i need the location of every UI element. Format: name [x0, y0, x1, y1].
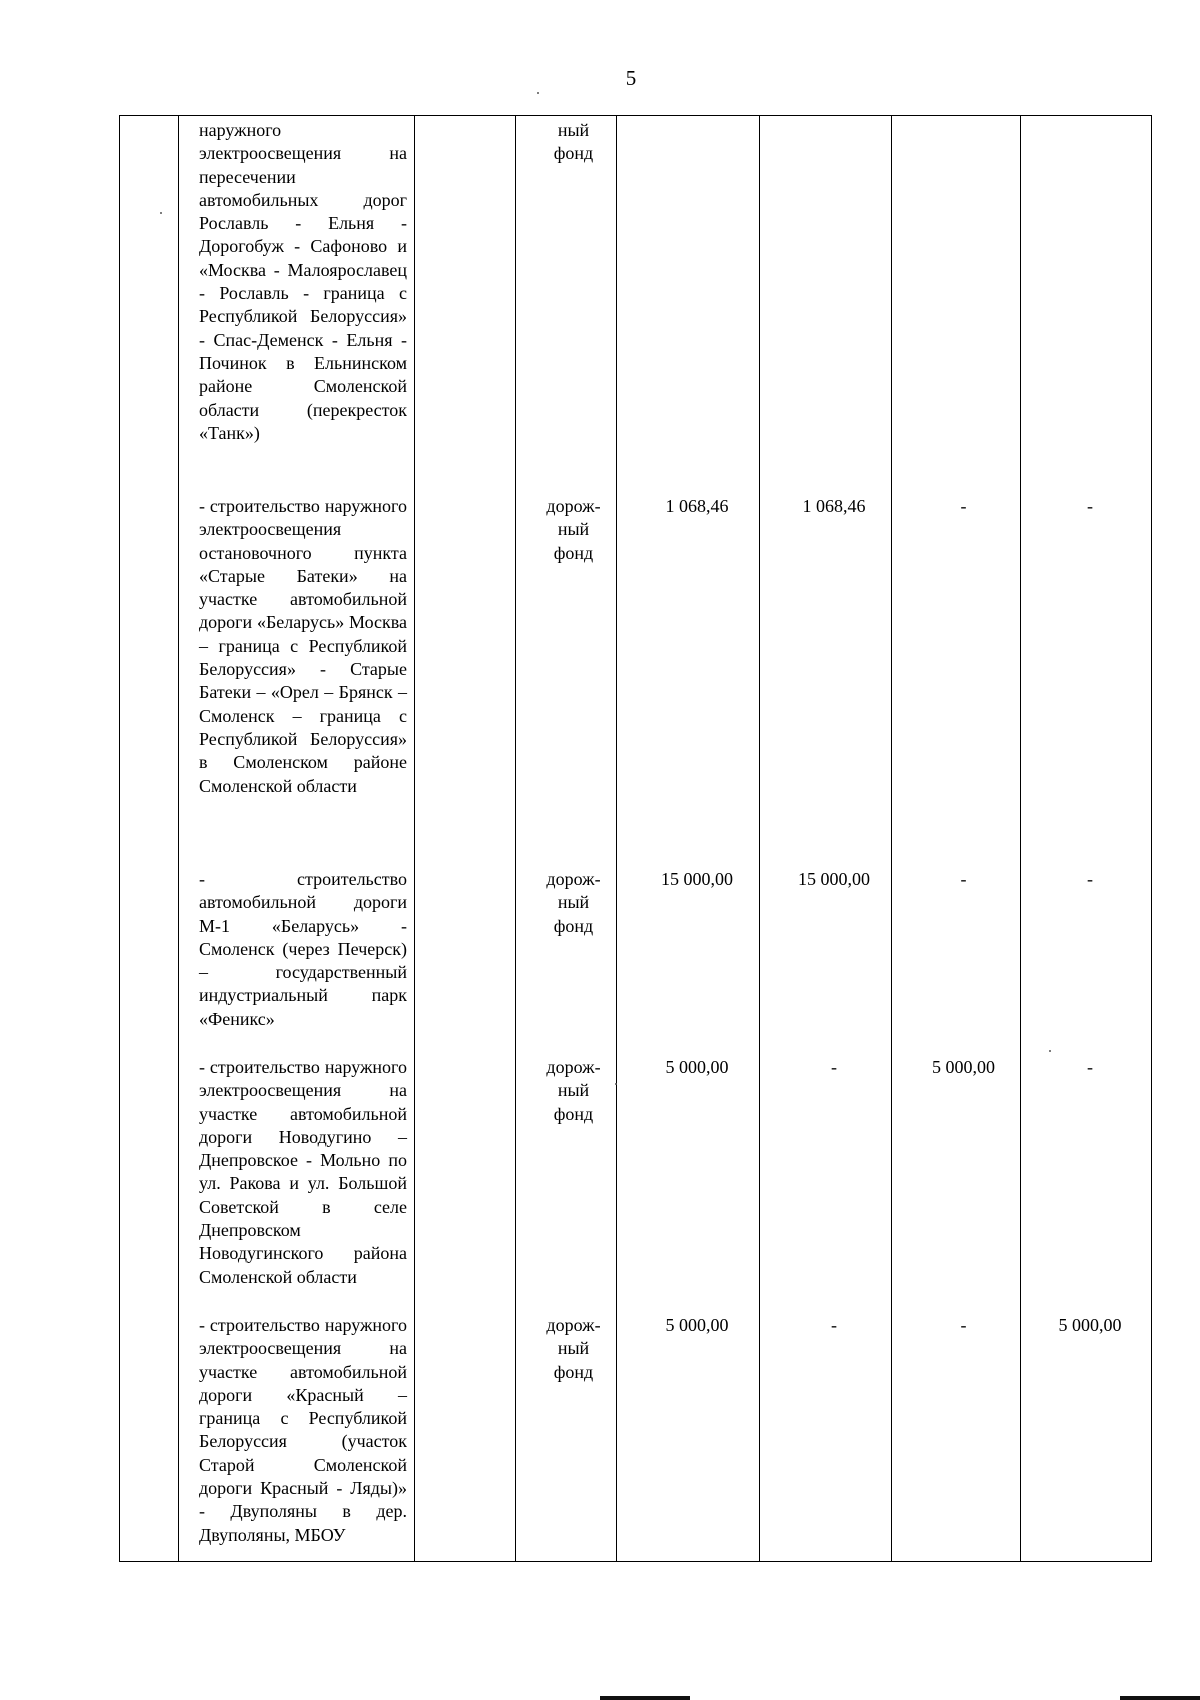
scan-bar — [600, 1696, 690, 1700]
row-description: - строительство наружного электроосвещения на участке автомобильной дороги Новодугино – Днепровское - Мольно по ул. Ракова и ул. Большой Советской в селе Днепровском Новодугинского района Смоленской области — [199, 1057, 407, 1287]
year1-value: - — [831, 1057, 837, 1077]
total-value: 1 068,46 — [665, 496, 729, 516]
funding-source: дорож- ный фонд — [546, 869, 601, 936]
scan-speck — [1049, 1050, 1051, 1052]
total-value: 5 000,00 — [665, 1057, 729, 1077]
year1-value: 1 068,46 — [802, 496, 866, 516]
year3-value: - — [1087, 869, 1093, 889]
year1-value: 15 000,00 — [798, 869, 870, 889]
row-description: наружного электроосвещения на пересечении автомобильных дорог Рославль - Ельня - Дорогобуж - Сафоново и «Москва - Малоярославец - Рославль - граница с Республикой Белоруссия» - Спас-Деменск - Ельня - Починок в Ельнинском районе Смоленской области (перекресток «Танк») — [199, 120, 407, 443]
funding-source: дорож- ный фонд — [546, 1315, 601, 1382]
scan-bar — [1120, 1696, 1200, 1700]
table-content — [119, 115, 1152, 1562]
scan-speck — [160, 212, 162, 214]
row-description: - строительство наружного электроосвещения остановочного пункта «Старые Батеки» на участке автомобильной дороги «Беларусь» Москва – граница с Республикой Белоруссия» - Старые Батеки – «Орел – Брянск – Смоленск – граница с Республикой Белоруссия» в Смоленском районе Смоленской области — [199, 496, 407, 796]
year2-value: - — [960, 496, 967, 516]
scan-speck — [537, 92, 539, 94]
year1-value: - — [831, 1315, 837, 1335]
funding-source: ный фонд — [553, 120, 594, 164]
total-value: 5 000,00 — [665, 1315, 729, 1335]
scan-speck — [615, 1083, 617, 1085]
row-description: - строительство наружного электроосвещения на участке автомобильной дороги «Красный – граница с Республикой Белоруссия (участок Старой Смоленской дороги Красный - Ляды)» - Двуполяны в дер. Двуполяны, МБОУ — [199, 1315, 407, 1545]
year3-value: - — [1087, 496, 1093, 516]
total-value: 15 000,00 — [661, 869, 733, 889]
year2-value: - — [960, 1315, 967, 1335]
funding-source: дорож- ный фонд — [546, 1057, 601, 1124]
year3-value: 5 000,00 — [1058, 1315, 1122, 1335]
row-description: - строительство автомобильной дороги М-1 «Беларусь» - Смоленск (через Печерск) – государственный индустриальный парк «Феникс» — [199, 869, 407, 1029]
year3-value: - — [1087, 1057, 1093, 1077]
year2-value: - — [960, 869, 967, 889]
funding-source: дорож- ный фонд — [546, 496, 601, 563]
year2-value: 5 000,00 — [932, 1057, 995, 1077]
scan-footer-marks — [0, 1688, 1200, 1700]
page-number: 5 — [625, 66, 637, 90]
